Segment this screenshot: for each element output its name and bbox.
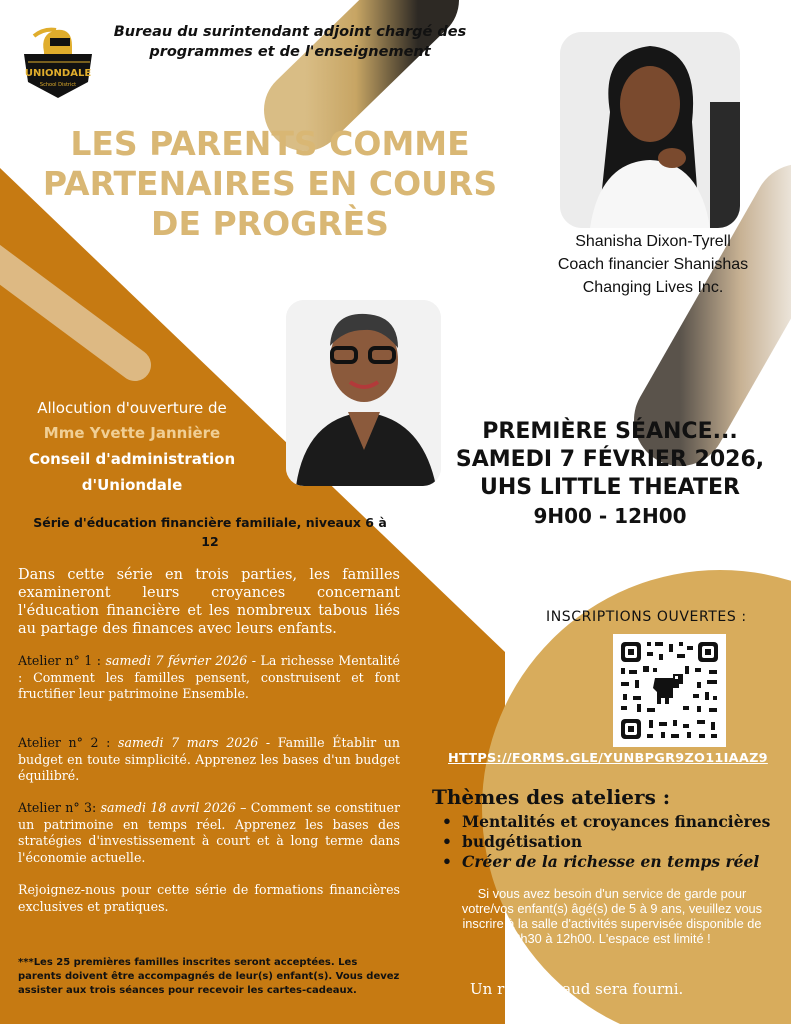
atelier-text: - La richesse Mentalité : Comment les familles pensent, construisent et font fructifier leur patrimoine Ensemble. — [18, 653, 401, 701]
speaker-photo-yvette — [286, 300, 441, 486]
atelier-text: – Comment se constituer un patrimoine en temps réel. Apprenez les bases des stratégies d'investissement à court et à long terme dans l'économie actuelle. — [18, 800, 400, 865]
first-session — [440, 418, 780, 530]
themes-heading: Thèmes des ateliers : — [432, 785, 671, 809]
speaker-info — [535, 230, 771, 299]
logo-text: UNIONDALE — [24, 68, 92, 79]
series-subtitle: Série d'éducation financière familiale, niveaux 6 à 12 — [33, 515, 387, 549]
speaker-role: Coach financier Shanishas — [557, 256, 749, 273]
themes-list — [440, 812, 786, 872]
speaker-name: Shanisha Dixon-Tyrell — [575, 233, 731, 250]
opening-speech — [10, 396, 254, 498]
atelier-text: - Famille Établir un budget en toute simplicité. Apprenez les bases d'un budget équilibré. — [18, 735, 400, 783]
theme-item: • budgétisation — [440, 832, 786, 852]
speaker-org: Changing Lives Inc. — [582, 279, 724, 296]
session-line-2: SAMEDI 7 FÉVRIER 2026, — [455, 447, 765, 472]
atelier-date: samedi 7 mars 2026 — [118, 735, 259, 750]
session-line-1: PREMIÈRE SÉANCE... — [482, 419, 738, 444]
atelier-label: Atelier n° 1 : — [18, 653, 102, 668]
page-title: LES PARENTS COMME PARTENAIRES EN COURS DE PROGRÈS — [42, 124, 498, 243]
registration-heading: INSCRIPTIONS OUVERTES : — [546, 609, 747, 625]
atelier-date: samedi 18 avril 2026 — [100, 800, 236, 815]
atelier-3 — [18, 800, 400, 866]
opening-speaker-name: Mme Yvette Jannière — [43, 424, 221, 442]
registration-link[interactable]: HTTPS://FORMS.GLE/YUNBPGR9ZO11IAAZ9 — [448, 751, 768, 766]
session-line-3: UHS LITTLE THEATER — [480, 475, 740, 500]
theme-item: • Mentalités et croyances financières — [440, 812, 786, 832]
atelier-label: Atelier n° 2 : — [18, 735, 111, 750]
speaker-photo-shanisha — [560, 32, 740, 228]
join-paragraph: Rejoignez-nous pour cette série de formations financières exclusives et pratiques. — [18, 882, 400, 914]
meal-info: Un repas chaud sera fourni. — [470, 980, 684, 998]
atelier-1 — [18, 653, 400, 703]
session-time: 9H00 - 12H00 — [533, 504, 687, 528]
opening-line: Allocution d'ouverture de — [37, 399, 227, 417]
childcare-info: Si vous avez besoin d'un service de garde pour votre/vos enfant(s) âgé(s) de 5 à 9 ans, veuillez vous inscrire à la salle d'activités supervisée disponible de 8h30 à 12h00. L'espace est limité ! — [461, 886, 763, 946]
opening-board: Conseil d'administration d'Uniondale — [28, 450, 236, 494]
logo-subtext: School District — [39, 82, 77, 88]
atelier-date: samedi 7 février 2026 — [105, 653, 248, 668]
intro-paragraph: Dans cette série en trois parties, les familles examineront leurs croyances concernant l'éducation financière et les nombreux tabous liés au partage des finances avec leurs enfants. — [18, 567, 400, 637]
theme-item: • Créer de la richesse en temps réel — [440, 852, 786, 872]
bureau-heading: Bureau du surintendant adjoint chargé des programmes et de l'enseignement — [113, 24, 467, 60]
atelier-label: Atelier n° 3: — [18, 800, 97, 815]
registration-note: ***Les 25 premières familles inscrites seront acceptées. Les parents doivent être accompagnés de leur(s) enfant(s). Vous devez assister aux trois séances pour recevoir les cartes-cadeaux. — [18, 957, 400, 996]
atelier-2 — [18, 735, 400, 785]
qr-code[interactable] — [613, 634, 726, 747]
uniondale-logo — [20, 24, 96, 100]
